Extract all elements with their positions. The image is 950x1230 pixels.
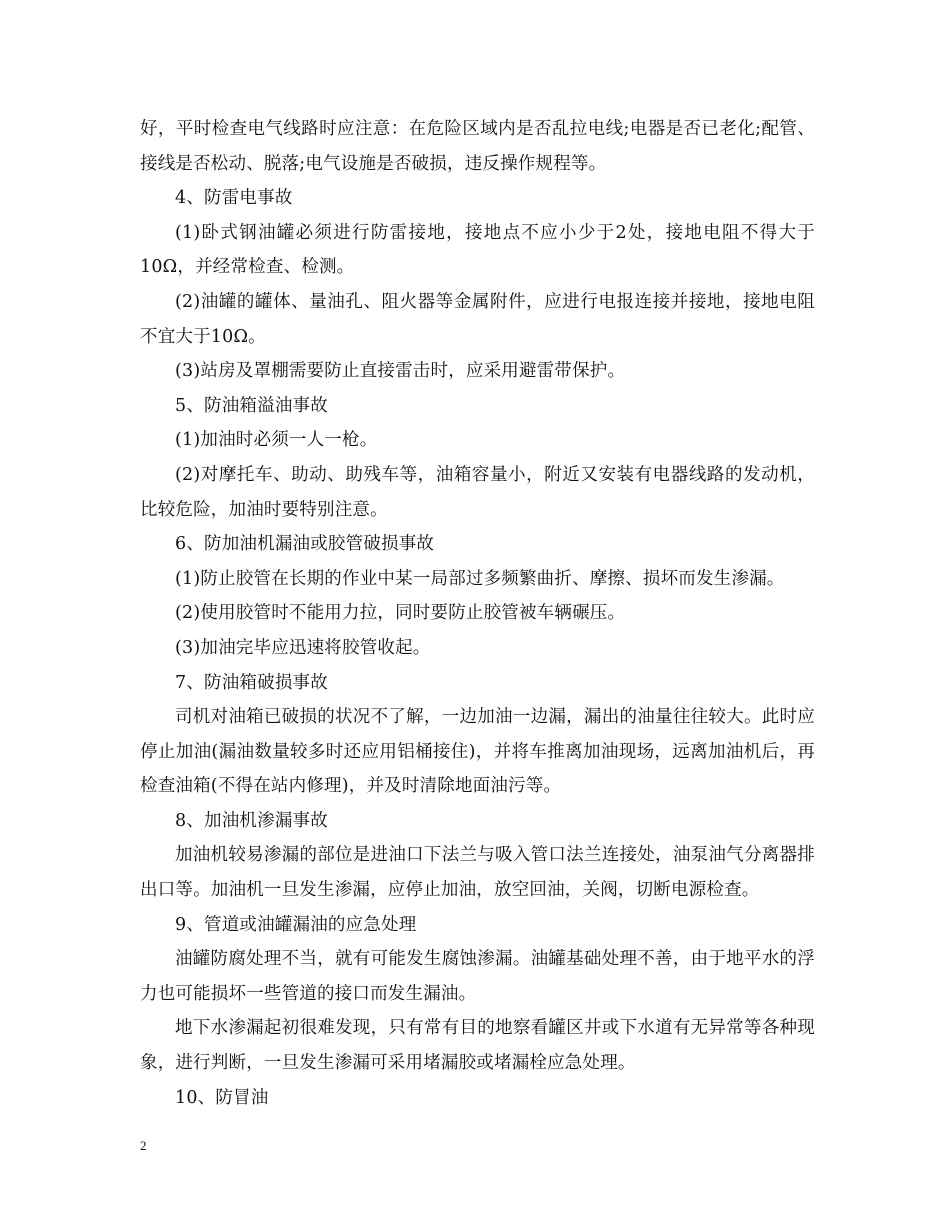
section-heading: 9、管道或油罐漏油的应急处理 — [175, 914, 417, 935]
paragraph: (1)加油时必须一人一枪。 — [175, 430, 378, 451]
page-number: 2 — [140, 1138, 147, 1153]
paragraph: (3)加油完毕应迅速将胶管收起。 — [175, 637, 431, 658]
section-heading: 10、防冒油 — [175, 1087, 269, 1108]
section-heading: 6、防加油机漏油或胶管破损事故 — [175, 534, 435, 555]
section-heading: 5、防油箱溢油事故 — [175, 395, 328, 416]
document-body — [140, 112, 815, 1115]
section-heading: 4、防雷电事故 — [175, 188, 293, 209]
section-heading: 8、加油机渗漏事故 — [175, 810, 328, 831]
section-heading: 7、防油箱破损事故 — [175, 672, 328, 693]
paragraph: (2)油罐的罐体、量油孔、阻火器等金属附件，应进行电报连接并接地，接地电阻不宜大于10Ω。 — [140, 291, 815, 347]
paragraph: (2)使用胶管时不能用力拉，同时要防止胶管被车辆碾压。 — [175, 603, 626, 624]
paragraph: (1)防止胶管在长期的作业中某一局部过多频繁曲折、摩擦、损坏而发生渗漏。 — [175, 568, 785, 589]
paragraph: 好，平时检查电气线路时应注意：在危险区域内是否乱拉电线;电器是否已老化;配管、接线是否松动、脱落;电气设施是否破损，违反操作规程等。 — [140, 119, 815, 174]
paragraph: (3)站房及罩棚需要防止直接雷击时，应采用避雷带保护。 — [175, 361, 626, 382]
paragraph: 司机对油箱已破损的状况不了解，一边加油一边漏，漏出的油量往往较大。此时应停止加油(漏油数量较多时还应用铝桶接住)，并将车推离加油现场，远离加油机后，再检查油箱(不得在站内修理)，并及时清除地面油污等。 — [140, 707, 815, 797]
paragraph: (2)对摩托车、助动、助残车等，油箱容量小，附近又安装有电器线路的发动机，比较危险，加油时要特别注意。 — [140, 464, 815, 520]
paragraph: (1)卧式钢油罐必须进行防雷接地，接地点不应小少于2处，接地电阻不得大于10Ω，并经常检查、检测。 — [140, 222, 815, 278]
paragraph: 地下水渗漏起初很难发现，只有常有目的地察看罐区井或下水道有无异常等各种现象，进行判断，一旦发生渗漏可采用堵漏胶或堵漏栓应急处理。 — [140, 1018, 815, 1074]
paragraph: 油罐防腐处理不当，就有可能发生腐蚀渗漏。油罐基础处理不善，由于地平水的浮力也可能损坏一些管道的接口而发生漏油。 — [140, 949, 815, 1004]
paragraph: 加油机较易渗漏的部位是进油口下法兰与吸入管口法兰连接处，油泵油气分离器排出口等。加油机一旦发生渗漏，应停止加油，放空回油，关阀，切断电源检查。 — [140, 845, 815, 901]
